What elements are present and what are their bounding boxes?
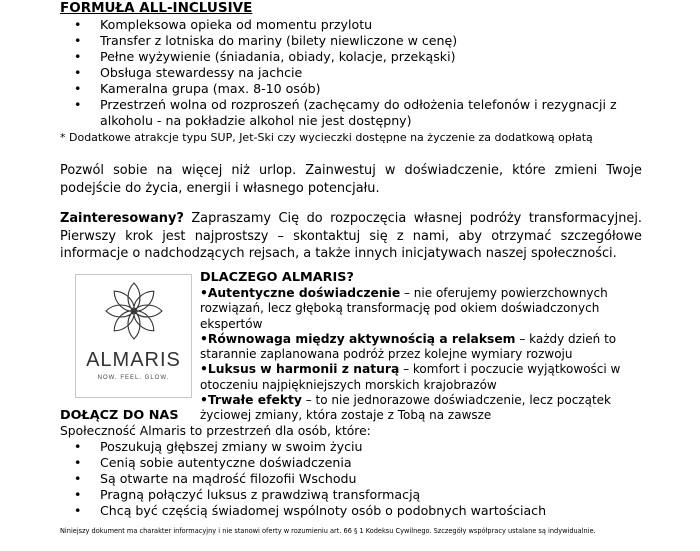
why-almaris-section [200,270,650,424]
why-item-text: – każdy dzień to starannie zaplanowana podróż przez kolejne wymiary rozwoju [200,331,617,362]
logo-wordmark: ALMARIS [86,349,181,371]
all-inclusive-list [60,17,642,129]
logo-tagline: NOW. FEEL. GLOW. [97,375,170,381]
lotus-icon [102,279,166,343]
list-item: • Chcą być częścią świadomej wspólnoty osób o podobnych wartościach [60,503,642,519]
almaris-logo [75,274,192,398]
footer-disclaimer: Niniejszy dokument ma charakter informacyjny i nie stanowi oferty w rozumieniu art. 66 § 1 Kodeksu Cywilnego. Szczegóły współpracy ustalane są indywidualnie. [60,527,596,535]
why-item [200,286,650,332]
list-item: • Są otwarte na mądrość filozofii Wschodu [60,471,642,487]
extras-note: * Dodatkowe atrakcje typu SUP, Jet-Ski czy wycieczki dostępne na życzenie za dodatkową opłatą [60,131,593,144]
why-item-text: – to nie jednorazowe doświadczenie, lecz początek życiowej zmiany, która zostaje z Tobą na zawsze [200,393,611,423]
why-item-text: – nie oferujemy powierzchownych rozwiązań, lecz głęboką transformację pod okiem doświadczonych ekspertów [200,286,608,331]
interested-text: Zapraszamy Cię do rozpoczęcia własnej podróży transformacyjnej. Pierwszy krok jest najprostszy – skontaktuj się z nami, aby otrzymać szczegółowe informacje o nadchodzących rejsach, a także innych inicjatywach naszej społeczności. [60,211,642,261]
why-item-title: •Trwałe efekty [200,393,302,408]
intro-paragraph: Pozwól sobie na więcej niż urlop. Zainwestuj w doświadczenie, które zmieni Twoje podejście do życia, energii i własnego potencjału. [60,163,642,196]
join-intro: Społeczność Almaris to przestrzeń dla osób, które: [60,424,371,438]
interested-lead: Zainteresowany? [60,211,184,226]
list-item: • Pragną połączyć luksus z prawdziwą transformacją [60,487,642,503]
why-item [200,362,650,393]
interested-paragraph [60,210,642,263]
join-list [60,439,642,519]
why-item [200,332,650,363]
why-item-title: •Luksus w harmonii z naturą [200,362,400,377]
why-item-title: •Autentyczne doświadczenie [200,286,401,300]
list-item: • Kameralna grupa (max. 8-10 osób) [60,81,642,97]
list-item: • Obsługa stewardessy na jachcie [60,65,642,81]
list-item: • Poszukują głębszej zmiany w swoim życiu [60,439,642,455]
list-item: • Transfer z lotniska do mariny (bilety niewliczone w cenę) [60,33,642,49]
list-item: • Przestrzeń wolna od rozproszeń (zachęcamy do odłożenia telefonów i rezygnacji z alkoholu - na pokładzie alkohol nie jest dostępny) [60,97,642,129]
list-item: • Pełne wyżywienie (śniadania, obiady, kolacje, przekąski) [60,49,642,65]
list-item: • Kompleksowa opieka od momentu przylotu [60,17,642,33]
all-inclusive-heading: FORMUŁA ALL-INCLUSIVE [60,0,253,16]
all-inclusive-section [60,0,642,145]
join-section [60,408,642,519]
list-item: • Cenią sobie autentyczne doświadczenia [60,455,642,471]
why-item-title: •Równowaga między aktywnością a relaksem [200,331,516,346]
why-item-text: – komfort i poczucie wyjątkowości w otoczeniu najpiękniejszych morskich krajobrazów [200,362,621,392]
join-heading: DOŁĄCZ DO NAS [60,408,179,423]
why-heading: DLACZEGO ALMARIS? [200,270,354,285]
